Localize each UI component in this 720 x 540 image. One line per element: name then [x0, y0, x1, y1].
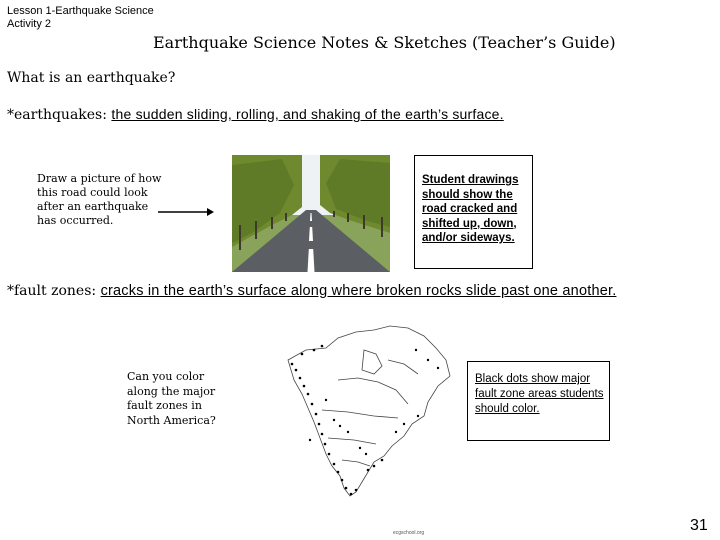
map-answer-text: Black dots show major fault zone areas students should color. — [475, 373, 604, 415]
road-answer-text: Student drawings should show the road cracked and shifted up, down, and/or sideways. — [422, 174, 519, 244]
fault-zones-definition — [7, 283, 647, 300]
question-heading: What is an earthquake? — [7, 70, 176, 86]
north-america-fault-map — [278, 320, 458, 505]
map-prompt: Can you color along the major fault zones in North America? — [127, 370, 216, 427]
earthquake-definition-text: the sudden sliding, rolling, and shaking of the earth’s surface. — [111, 106, 504, 122]
map-answer-box — [467, 361, 610, 441]
lesson-header — [7, 5, 154, 31]
earthquake-term: *earthquakes: — [7, 107, 112, 123]
page-number: 31 — [690, 517, 708, 534]
page-title: Earthquake Science Notes & Sketches (Teacher’s Guide) — [153, 33, 616, 52]
lesson-label: Lesson 1-Earthquake Science — [7, 5, 154, 17]
fault-zones-definition-text: cracks in the earth’s surface along where broken rocks slide past one another. — [100, 283, 617, 299]
road-answer-box — [414, 155, 533, 269]
activity-label: Activity 2 — [7, 18, 52, 30]
road-photo — [232, 155, 390, 272]
image-credit: ecgschool.org — [393, 530, 425, 536]
earthquake-definition — [7, 106, 504, 123]
arrow-right-icon — [158, 206, 214, 218]
fault-zones-term: *fault zones: — [7, 283, 101, 299]
draw-prompt: Draw a picture of how this road could look after an earthquake has occurred. — [37, 172, 162, 227]
